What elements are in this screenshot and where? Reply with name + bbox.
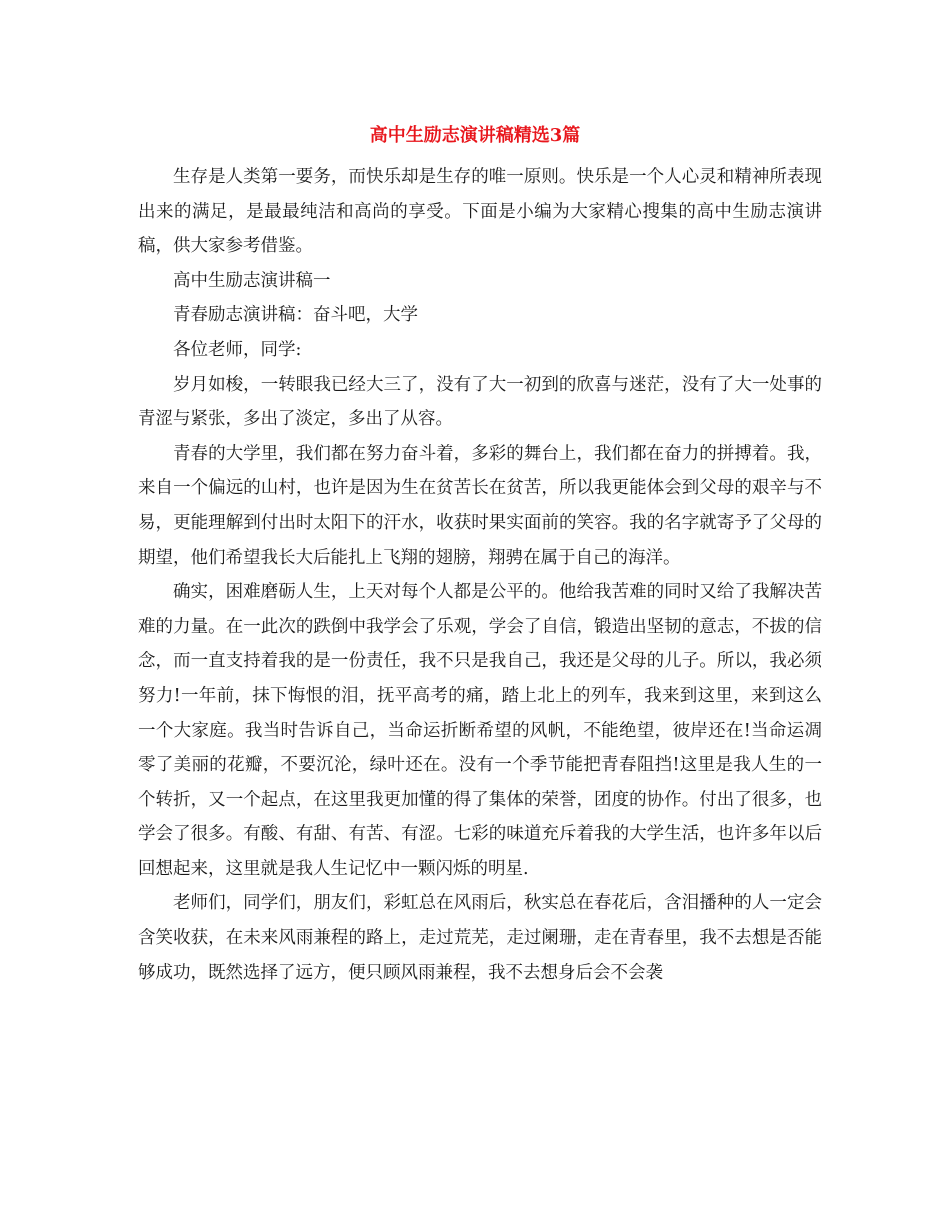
paragraph-speech-title: 青春励志演讲稿：奋斗吧，大学 [173, 305, 418, 326]
paragraph-body: 岁月如梭，一转眼我已经大三了，没有了大一初到的欣喜与迷茫，没有了大一处事的青涩与紧张，多出了淡定，多出了从容。 [138, 374, 822, 430]
paragraph-intro: 生存是人类第一要务，而快乐却是生存的唯一原则。快乐是一个人心灵和精神所表现出来的满足，是最最纯洁和高尚的享受。下面是小编为大家精心搜集的高中生励志演讲稿，供大家参考借鉴。 [138, 167, 822, 257]
paragraph-section-heading: 高中生励志演讲稿一 [173, 270, 331, 291]
paragraph-body: 老师们，同学们，朋友们，彩虹总在风雨后，秋实总在春花后，含泪播种的人一定会含笑收获，在未来风雨兼程的路上，走过荒芜，走过阑珊，走在青春里，我不去想是否能够成功，既然选择了远方，便只顾风雨兼程，我不去想身后会不会袭 [138, 893, 822, 983]
document-title: 高中生励志演讲稿精选3篇 [369, 125, 581, 146]
paragraph-body: 确实，困难磨砺人生，上天对每个人都是公平的。他给我苦难的同时又给了我解决苦难的力量。在一此次的跌倒中我学会了乐观，学会了自信，锻造出坚韧的意志，不拔的信念，而一直支持着我的是一份责任，我不只是我自己，我还是父母的儿子。所以，我必须努力!一年前，抹下悔恨的泪，抚平高考的痛，踏上北上的列车，我来到这里，来到这么一个大家庭。我当时告诉自己，当命运折断希望的风帆，不能绝望，彼岸还在!当命运凋零了美丽的花瓣，不要沉沦，绿叶还在。没有一个季节能把青春阻挡!这里是我人生的一个转折，又一个起点，在这里我更加懂的得了集体的荣誉，团度的协作。付出了很多，也学会了很多。有酸、有甜、有苦、有涩。七彩的味道充斥着我的大学生活，也许多年以后回想起来，这里就是我人生记忆中一颗闪烁的明星. [138, 582, 822, 879]
paragraph-salutation: 各位老师，同学: [173, 339, 302, 360]
document-body [138, 160, 822, 990]
paragraph-body: 青春的大学里，我们都在努力奋斗着，多彩的舞台上，我们都在奋力的拼搏着。我，来自一个偏远的山村，也许是因为生在贫苦长在贫苦，所以我更能体会到父母的艰辛与不易，更能理解到付出时太阳下的汗水，收获时果实面前的笑容。我的名字就寄予了父母的期望，他们希望我长大后能扎上飞翔的翅膀，翔骋在属于自己的海洋。 [138, 443, 822, 568]
